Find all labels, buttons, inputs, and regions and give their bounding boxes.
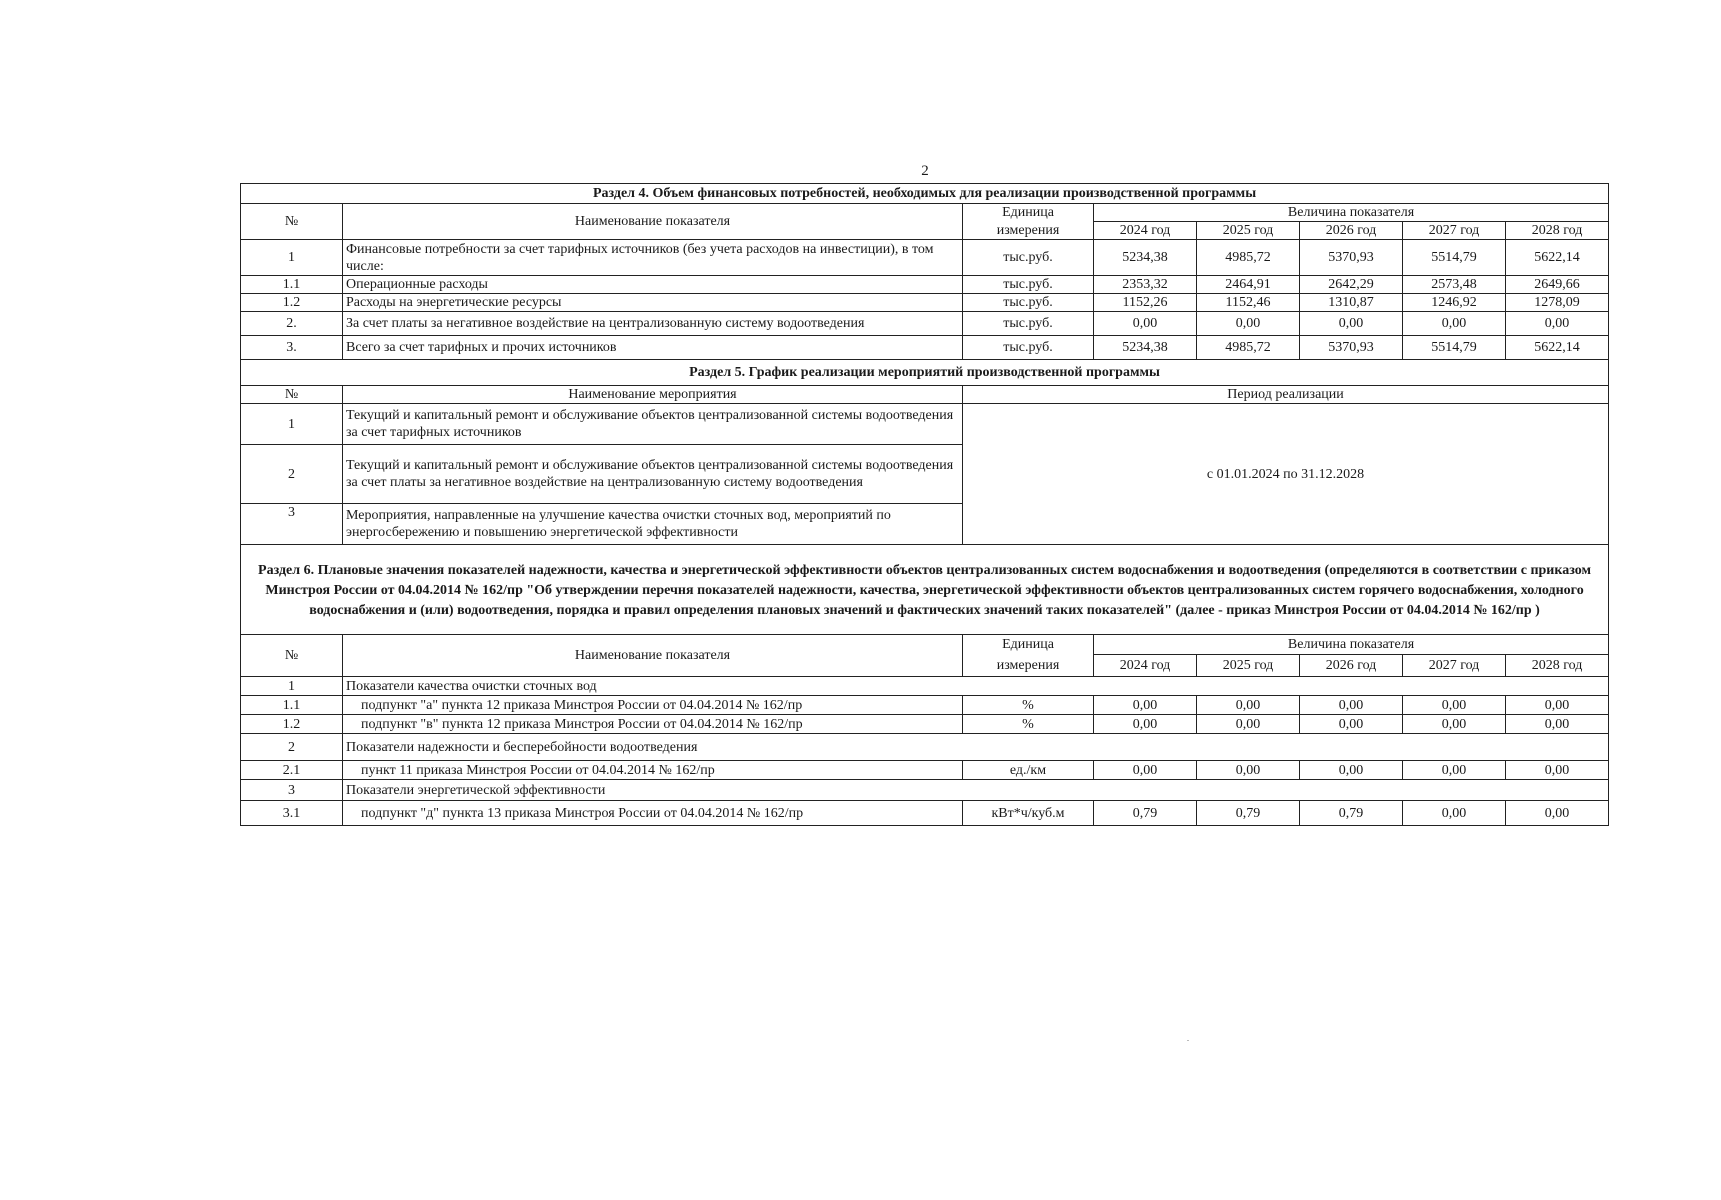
row-value: 2573,48: [1403, 276, 1506, 294]
group-name: Показатели качества очистки сточных вод: [343, 677, 1609, 696]
row-value: 1278,09: [1506, 294, 1609, 312]
row-value: 0,00: [1506, 715, 1609, 734]
row-num: 1.2: [241, 294, 343, 312]
row-value: 1152,46: [1197, 294, 1300, 312]
program-table: [240, 183, 1609, 826]
group-num: 2: [241, 734, 343, 761]
row-unit: тыс.руб.: [963, 276, 1094, 294]
row-value: 4985,72: [1197, 336, 1300, 360]
row-num: 1.2: [241, 715, 343, 734]
row-value: 5370,93: [1300, 336, 1403, 360]
row-value: 0,00: [1300, 312, 1403, 336]
s6-header-unit-line2: измерения: [963, 655, 1094, 677]
row-value: 0,00: [1197, 715, 1300, 734]
row-value: 0,79: [1300, 801, 1403, 826]
s4-header-year: 2024 год: [1094, 222, 1197, 240]
group-name: Показатели надежности и бесперебойности водоотведения: [343, 734, 1609, 761]
row-value: 0,00: [1300, 696, 1403, 715]
row-value: 5514,79: [1403, 336, 1506, 360]
row-value: 5234,38: [1094, 240, 1197, 276]
group-row: [241, 780, 1609, 801]
row-num: 3: [241, 504, 343, 545]
row-value: 5370,93: [1300, 240, 1403, 276]
row-value: 2649,66: [1506, 276, 1609, 294]
row-value: 0,00: [1197, 761, 1300, 780]
s6-header-num: №: [241, 635, 343, 677]
row-value: 0,00: [1300, 715, 1403, 734]
row-value: 2642,29: [1300, 276, 1403, 294]
s4-header-year: 2026 год: [1300, 222, 1403, 240]
row-value: 0,00: [1094, 761, 1197, 780]
row-value: 1152,26: [1094, 294, 1197, 312]
row-value: 0,00: [1197, 696, 1300, 715]
table-row: [241, 336, 1609, 360]
row-num: 1: [241, 404, 343, 445]
row-name: подпункт "в" пункта 12 приказа Минстроя России от 04.04.2014 № 162/пр: [343, 715, 963, 734]
row-num: 3.: [241, 336, 343, 360]
group-num: 3: [241, 780, 343, 801]
row-value: 0,00: [1094, 312, 1197, 336]
row-unit: тыс.руб.: [963, 294, 1094, 312]
row-value: 0,79: [1197, 801, 1300, 826]
s4-header-value: Величина показателя: [1094, 204, 1609, 222]
row-value: 0,00: [1506, 761, 1609, 780]
row-value: 0,00: [1094, 715, 1197, 734]
row-num: 1.1: [241, 696, 343, 715]
row-name: подпункт "а" пункта 12 приказа Минстроя России от 04.04.2014 № 162/пр: [343, 696, 963, 715]
row-unit: %: [963, 715, 1094, 734]
row-name: Текущий и капитальный ремонт и обслуживание объектов централизованной системы водоотведения за счет тарифных источников: [343, 404, 963, 445]
s4-header-year: 2028 год: [1506, 222, 1609, 240]
row-name: Текущий и капитальный ремонт и обслуживание объектов централизованной системы водоотведения за счет платы за негативное воздействие на централизованную систему водоотведения: [343, 445, 963, 504]
table-row: [241, 761, 1609, 780]
row-num: 1: [241, 240, 343, 276]
group-row: [241, 677, 1609, 696]
row-value: 2353,32: [1094, 276, 1197, 294]
row-value: 5622,14: [1506, 336, 1609, 360]
row-value: 0,00: [1094, 696, 1197, 715]
row-value: 0,00: [1506, 696, 1609, 715]
s5-header-name: Наименование мероприятия: [343, 386, 963, 404]
row-unit: %: [963, 696, 1094, 715]
page-number: 2: [921, 163, 929, 179]
s5-header-period: Период реализации: [963, 386, 1609, 404]
row-name: Расходы на энергетические ресурсы: [343, 294, 963, 312]
row-num: 2: [241, 445, 343, 504]
table-row: [241, 715, 1609, 734]
row-value: 5622,14: [1506, 240, 1609, 276]
s6-header-year: 2026 год: [1300, 655, 1403, 677]
s4-header-name: Наименование показателя: [343, 204, 963, 240]
document-table-sheet: [240, 183, 1608, 826]
table-row: [241, 404, 1609, 445]
row-value: 1310,87: [1300, 294, 1403, 312]
row-value: 4985,72: [1197, 240, 1300, 276]
s6-header-unit-line1: Единица: [963, 635, 1094, 655]
row-unit: кВт*ч/куб.м: [963, 801, 1094, 826]
group-name: Показатели энергетической эффективности: [343, 780, 1609, 801]
row-value: 0,00: [1300, 761, 1403, 780]
section4-title: Раздел 4. Объем финансовых потребностей, необходимых для реализации производственной программы: [241, 184, 1609, 204]
row-name: Мероприятия, направленные на улучшение качества очистки сточных вод, мероприятий по энергосбережению и повышению энергетической эффективности: [343, 504, 963, 545]
scan-speck: [1187, 1040, 1189, 1041]
row-value: 0,00: [1197, 312, 1300, 336]
row-unit: ед./км: [963, 761, 1094, 780]
section5-title: Раздел 5. График реализации мероприятий производственной программы: [241, 360, 1609, 386]
row-name: Операционные расходы: [343, 276, 963, 294]
s5-period-value: с 01.01.2024 по 31.12.2028: [963, 404, 1609, 545]
row-value: 0,00: [1403, 696, 1506, 715]
s6-header-value: Величина показателя: [1094, 635, 1609, 655]
row-value: 0,79: [1094, 801, 1197, 826]
row-value: 2464,91: [1197, 276, 1300, 294]
table-row: [241, 696, 1609, 715]
group-num: 1: [241, 677, 343, 696]
row-value: 0,00: [1403, 715, 1506, 734]
s4-header-year: 2027 год: [1403, 222, 1506, 240]
row-num: 3.1: [241, 801, 343, 826]
s6-header-year: 2024 год: [1094, 655, 1197, 677]
row-unit: тыс.руб.: [963, 336, 1094, 360]
s6-header-name: Наименование показателя: [343, 635, 963, 677]
row-unit: тыс.руб.: [963, 312, 1094, 336]
s5-header-num: №: [241, 386, 343, 404]
s4-header-unit-line1: Единица: [963, 204, 1094, 222]
section6-title: Раздел 6. Плановые значения показателей надежности, качества и энергетической эффективности объектов централизованных систем водоснабжения и водоотведения (определяются в соответствии с приказом Минстроя России от 04.04.2014 № 162/пр "Об утверждении перечня показателей надежности, качества, энергетической эффективности объектов централизованных систем горячего водоснабжения, холодного водоснабжения и (или) водоотведения, порядка и правил определения плановых значений и фактических значений таких показателей" (далее - приказ Минстроя России от 04.04.2014 № 162/пр ): [241, 545, 1609, 635]
row-num: 1.1: [241, 276, 343, 294]
s4-header-year: 2025 год: [1197, 222, 1300, 240]
row-value: 0,00: [1403, 801, 1506, 826]
row-unit: тыс.руб.: [963, 240, 1094, 276]
s4-header-unit-line2: измерения: [963, 222, 1094, 240]
row-value: 0,00: [1403, 761, 1506, 780]
row-name: пункт 11 приказа Минстроя России от 04.04.2014 № 162/пр: [343, 761, 963, 780]
row-num: 2.: [241, 312, 343, 336]
table-row: [241, 294, 1609, 312]
row-value: 0,00: [1506, 801, 1609, 826]
row-name: За счет платы за негативное воздействие на централизованную систему водоотведения: [343, 312, 963, 336]
table-row: [241, 801, 1609, 826]
s6-header-year: 2028 год: [1506, 655, 1609, 677]
group-row: [241, 734, 1609, 761]
s4-header-num: №: [241, 204, 343, 240]
table-row: [241, 312, 1609, 336]
row-name: Финансовые потребности за счет тарифных источников (без учета расходов на инвестиции), в том числе:: [343, 240, 963, 276]
row-value: 1246,92: [1403, 294, 1506, 312]
row-value: 0,00: [1403, 312, 1506, 336]
row-value: 0,00: [1506, 312, 1609, 336]
s6-header-year: 2027 год: [1403, 655, 1506, 677]
row-num: 2.1: [241, 761, 343, 780]
row-value: 5514,79: [1403, 240, 1506, 276]
s6-header-year: 2025 год: [1197, 655, 1300, 677]
row-name: подпункт "д" пункта 13 приказа Минстроя России от 04.04.2014 № 162/пр: [343, 801, 963, 826]
table-row: [241, 276, 1609, 294]
row-name: Всего за счет тарифных и прочих источников: [343, 336, 963, 360]
table-row: [241, 240, 1609, 276]
row-value: 5234,38: [1094, 336, 1197, 360]
